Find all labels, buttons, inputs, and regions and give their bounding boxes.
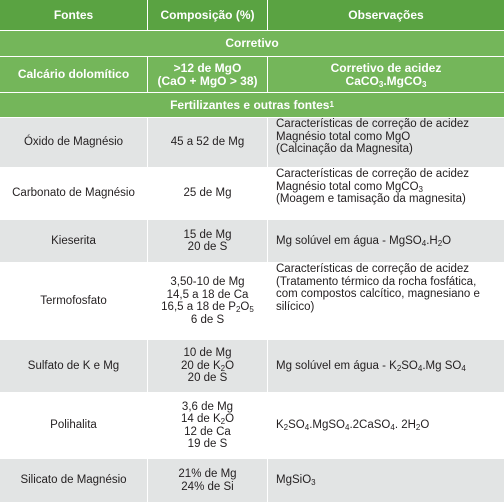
formula-part: Mg solúvel em água - K [276, 359, 397, 372]
formula-part: . 2H [394, 419, 416, 432]
formula-part: Magnésio total como MgCO [276, 180, 419, 193]
cell-composicao: 25 de Mg [148, 168, 268, 219]
section-title-fertilizantes: Fertilizantes e outras fontes 1 [0, 93, 504, 117]
text-line: 10 de Mg [183, 347, 232, 360]
cell-fonte: Polihalita [0, 393, 148, 458]
section-corretivo [0, 31, 504, 56]
table-row-oxido [0, 118, 504, 167]
cell-composicao [148, 340, 268, 392]
cell-observacoes [268, 459, 504, 502]
cell-fonte: Carbonato de Magnésio [0, 168, 148, 219]
cell-composicao [148, 263, 268, 339]
formula-part: 16,5 a 18 de P [161, 301, 236, 313]
cell-fonte: Silicato de Magnésio [0, 459, 148, 502]
formula-part: .H [426, 234, 438, 247]
section-title-text: Fertilizantes e outras fontes [170, 97, 330, 112]
section-title-corretivo: Corretivo [0, 31, 504, 56]
cell-composicao [148, 393, 268, 458]
text-line: 19 de S [187, 438, 228, 450]
cell-observacoes [268, 263, 504, 339]
subscript: 4 [345, 423, 350, 433]
cell-fonte: Óxido de Magnésio [0, 118, 148, 167]
text-line: 12 de Ca [184, 425, 231, 438]
cell-observacoes [268, 393, 504, 458]
cell-observacoes [268, 340, 504, 392]
table-row-silicato [0, 459, 504, 502]
cell-fonte: Kieserita [0, 220, 148, 262]
subscript: 2 [283, 423, 289, 433]
formula-part: MgSiO [276, 474, 312, 487]
text-line: >12 de MgO [173, 61, 242, 75]
formula-part: .Mg SO [422, 359, 462, 372]
text-line: 20 de S [187, 241, 228, 253]
cell-observacoes [268, 168, 504, 219]
text-line: Corretivo de acidez [330, 61, 442, 75]
formula-part: O [420, 419, 430, 432]
formula-part: O [442, 234, 452, 247]
text-line: 20 de S [187, 372, 228, 385]
text-line [276, 360, 466, 373]
subscript: 4 [304, 423, 310, 433]
text-line [346, 75, 427, 88]
text-line: (Tratamento térmico da rocha fosfática, [276, 275, 477, 288]
formula-part: CaCO [345, 73, 379, 88]
cell-fonte: Termofosfato [0, 263, 148, 339]
text-line: 21% de Mg [178, 468, 237, 480]
subscript: 2 [220, 363, 226, 373]
subscript: 3 [378, 79, 384, 89]
formula-part: 20 de K [180, 359, 221, 372]
table-row-sulfato [0, 340, 504, 392]
text-line [181, 413, 234, 426]
cell-observacoes [268, 57, 504, 92]
text-line: 6 de S [190, 313, 225, 326]
subscript: 2 [220, 417, 226, 426]
text-line: Magnésio total como MgO [276, 130, 411, 143]
text-line [276, 474, 316, 487]
header-observacoes: Observações [268, 0, 504, 30]
formula-part: Mg solúvel em água - MgSO [276, 234, 422, 247]
subscript: 4 [421, 238, 427, 248]
subscript: 2 [437, 238, 443, 248]
text-line: 3,6 de Mg [181, 400, 234, 413]
subscript: 4 [461, 363, 466, 373]
table-row-kieserita [0, 220, 504, 262]
text-line: 3,50-10 de Mg [170, 276, 245, 288]
table-row-polihalita [0, 393, 504, 458]
text-line: (CaO + MgO > 38) [157, 73, 258, 88]
subscript: 3 [418, 184, 423, 194]
text-line: Características de correção de acidez [276, 118, 470, 130]
formula-part: .MgCO [383, 73, 422, 88]
subscript: 5 [249, 305, 254, 314]
text-line: silícico) [276, 300, 315, 313]
table-header-row [0, 0, 504, 30]
table-row-termofosfato [0, 263, 504, 339]
formula-part: SO [401, 359, 418, 372]
formula-part: O [225, 413, 235, 425]
subscript: 3 [422, 79, 427, 89]
header-composicao: Composição (%) [148, 0, 268, 30]
formula-part: K [276, 419, 284, 432]
table-row-calcario [0, 57, 504, 92]
text-line: 24% de Si [181, 480, 234, 493]
cell-composicao: 45 a 52 de Mg [148, 118, 268, 167]
text-line: 15 de Mg [183, 228, 232, 241]
formula-part: SO [288, 419, 305, 432]
header-fontes: Fontes [0, 0, 148, 30]
cell-composicao [148, 57, 268, 92]
subscript: 3 [311, 478, 316, 488]
text-line: (Moagem e tamisação da magnesita) [276, 193, 466, 205]
cell-composicao [148, 459, 268, 502]
formula-part: 14 de K [180, 413, 221, 425]
cell-observacoes [268, 118, 504, 167]
text-line: Características de correção de acidez [276, 263, 470, 275]
text-line [161, 301, 254, 314]
text-line: com compostos calcítico, magnesiano e [276, 288, 480, 300]
text-line [276, 419, 429, 432]
subscript: 2 [415, 423, 421, 433]
formula-part: O [240, 301, 250, 313]
cell-fonte: Calcário dolomítico [0, 57, 148, 92]
subscript: 2 [396, 363, 402, 373]
subscript: 4 [390, 423, 395, 433]
text-line [276, 235, 451, 248]
formula-part: O [225, 359, 235, 372]
subscript: 2 [235, 305, 241, 314]
cell-observacoes [268, 220, 504, 262]
text-line [276, 181, 423, 194]
section-fertilizantes [0, 93, 504, 117]
text-line: Características de correção de acidez [276, 168, 470, 180]
text-line: 14,5 a 18 de Ca [166, 288, 249, 301]
text-line: (Calcinação da Magnesita) [276, 143, 413, 155]
formula-part: .2CaSO [349, 419, 391, 432]
text-line [181, 360, 234, 373]
cell-composicao [148, 220, 268, 262]
subscript: 4 [417, 363, 423, 373]
formula-part: .MgSO [309, 419, 345, 432]
cell-fonte: Sulfato de K e Mg [0, 340, 148, 392]
table-row-carbonato [0, 168, 504, 219]
